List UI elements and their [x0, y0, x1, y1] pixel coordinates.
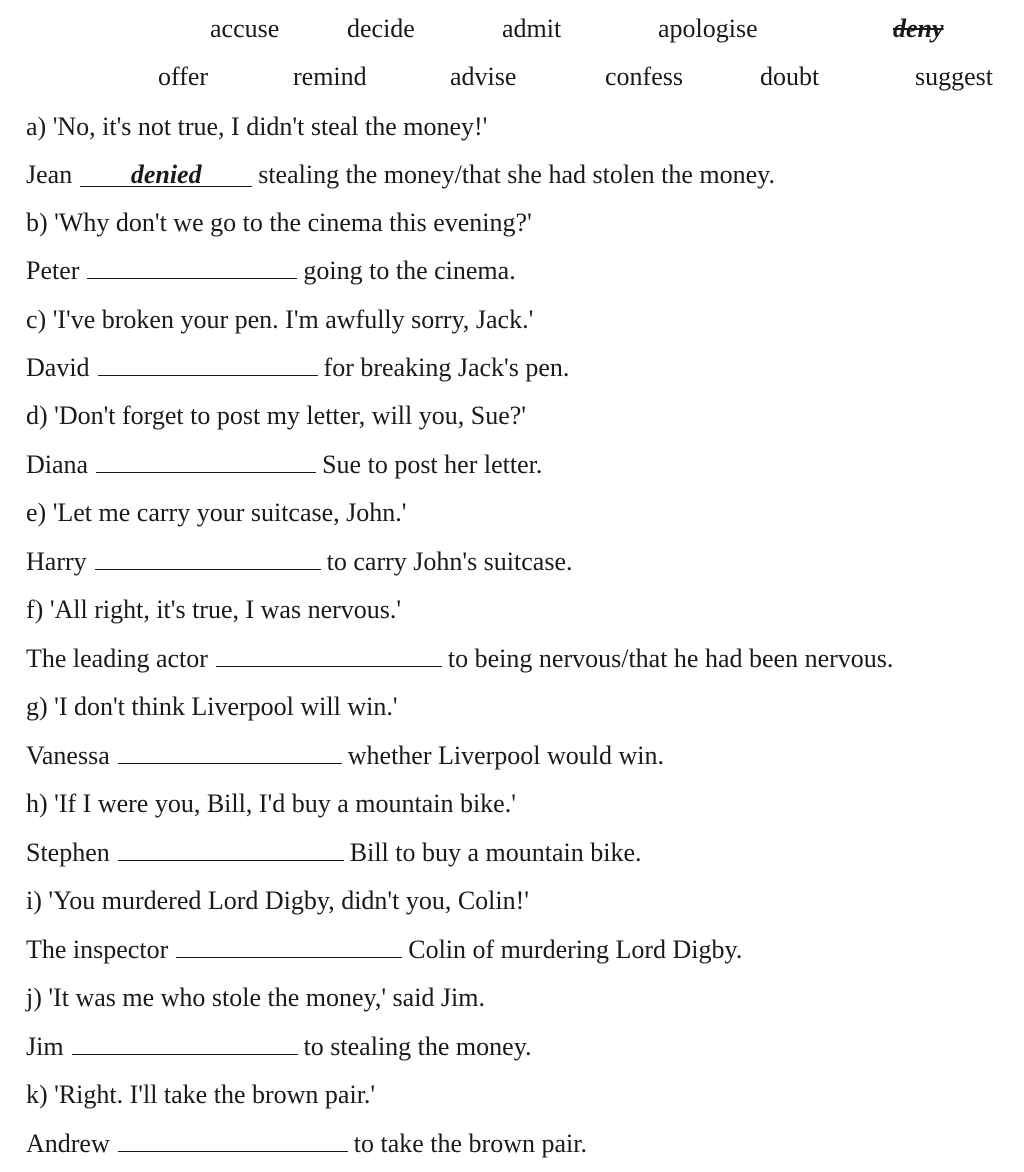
- word-advise: advise: [450, 62, 517, 91]
- word-confess: confess: [605, 62, 683, 91]
- word-apologise: apologise: [658, 14, 758, 43]
- item-e-answer-blank[interactable]: [95, 547, 321, 570]
- item-a-prompt: a) 'No, it's not true, I didn't steal the money!': [26, 112, 488, 141]
- item-c-prompt: c) 'I've broken your pen. I'm awfully sorry, Jack.': [26, 305, 534, 334]
- item-a-rest: stealing the money/that she had stolen the money.: [258, 160, 775, 189]
- item-a-answer-blank[interactable]: denied: [80, 164, 252, 187]
- item-e-prompt: e) 'Let me carry your suitcase, John.': [26, 498, 407, 527]
- item-a-sentence: [26, 160, 775, 190]
- item-i-rest: Colin of murdering Lord Digby.: [408, 935, 743, 964]
- item-c-rest: for breaking Jack's pen.: [323, 353, 570, 382]
- item-e-subject: Harry: [26, 547, 87, 576]
- item-h-answer-blank[interactable]: [118, 838, 344, 861]
- item-f-rest: to being nervous/that he had been nervous.: [447, 644, 894, 673]
- item-j-prompt: j) 'It was me who stole the money,' said Jim.: [26, 983, 485, 1012]
- item-j-subject: Jim: [26, 1032, 64, 1061]
- item-g-answer-blank[interactable]: [118, 741, 342, 764]
- item-b-answer-blank[interactable]: [87, 256, 297, 279]
- item-j-answer-blank[interactable]: [72, 1032, 298, 1055]
- item-g-prompt: g) 'I don't think Liverpool will win.': [26, 692, 398, 721]
- item-e-sentence: [26, 547, 573, 577]
- item-i-subject: The inspector: [26, 935, 169, 964]
- item-d-subject: Diana: [26, 450, 89, 479]
- word-deny: deny: [893, 14, 944, 43]
- item-k-prompt: k) 'Right. I'll take the brown pair.': [26, 1080, 376, 1109]
- item-i-sentence: [26, 935, 742, 965]
- item-c-sentence: [26, 353, 569, 383]
- item-i-prompt: i) 'You murdered Lord Digby, didn't you, Colin!': [26, 886, 529, 915]
- item-d-answer-blank[interactable]: [96, 450, 316, 473]
- item-k-subject: Andrew: [26, 1129, 110, 1158]
- word-remind: remind: [293, 62, 367, 91]
- word-suggest: suggest: [915, 62, 993, 91]
- word-offer: offer: [158, 62, 209, 91]
- item-c-subject: David: [26, 353, 90, 382]
- item-d-rest: Sue to post her letter.: [322, 450, 543, 479]
- item-b-prompt: b) 'Why don't we go to the cinema this evening?': [26, 208, 532, 237]
- item-g-sentence: [26, 741, 664, 771]
- item-h-rest: Bill to buy a mountain bike.: [349, 838, 642, 867]
- item-a-subject: Jean: [26, 160, 73, 189]
- item-j-sentence: [26, 1032, 532, 1062]
- item-f-sentence: [26, 644, 893, 674]
- item-h-prompt: h) 'If I were you, Bill, I'd buy a mountain bike.': [26, 789, 516, 818]
- item-f-answer-blank[interactable]: [216, 644, 442, 667]
- item-i-answer-blank[interactable]: [176, 935, 402, 958]
- item-b-rest: going to the cinema.: [303, 256, 516, 285]
- word-decide: decide: [347, 14, 415, 43]
- item-g-subject: Vanessa: [26, 741, 110, 770]
- item-j-rest: to stealing the money.: [303, 1032, 532, 1061]
- item-f-subject: The leading actor: [26, 644, 208, 673]
- item-b-subject: Peter: [26, 256, 80, 285]
- item-b-sentence: [26, 256, 516, 286]
- item-h-subject: Stephen: [26, 838, 110, 867]
- item-d-sentence: [26, 450, 542, 480]
- word-accuse: accuse: [210, 14, 280, 43]
- item-k-sentence: [26, 1129, 587, 1159]
- item-e-rest: to carry John's suitcase.: [326, 547, 573, 576]
- word-admit: admit: [502, 14, 562, 43]
- word-doubt: doubt: [760, 62, 820, 91]
- item-d-prompt: d) 'Don't forget to post my letter, will you, Sue?': [26, 401, 526, 430]
- item-c-answer-blank[interactable]: [98, 353, 318, 376]
- item-h-sentence: [26, 838, 642, 868]
- item-g-rest: whether Liverpool would win.: [347, 741, 665, 770]
- item-k-rest: to take the brown pair.: [353, 1129, 587, 1158]
- item-f-prompt: f) 'All right, it's true, I was nervous.': [26, 595, 402, 624]
- item-k-answer-blank[interactable]: [118, 1129, 348, 1152]
